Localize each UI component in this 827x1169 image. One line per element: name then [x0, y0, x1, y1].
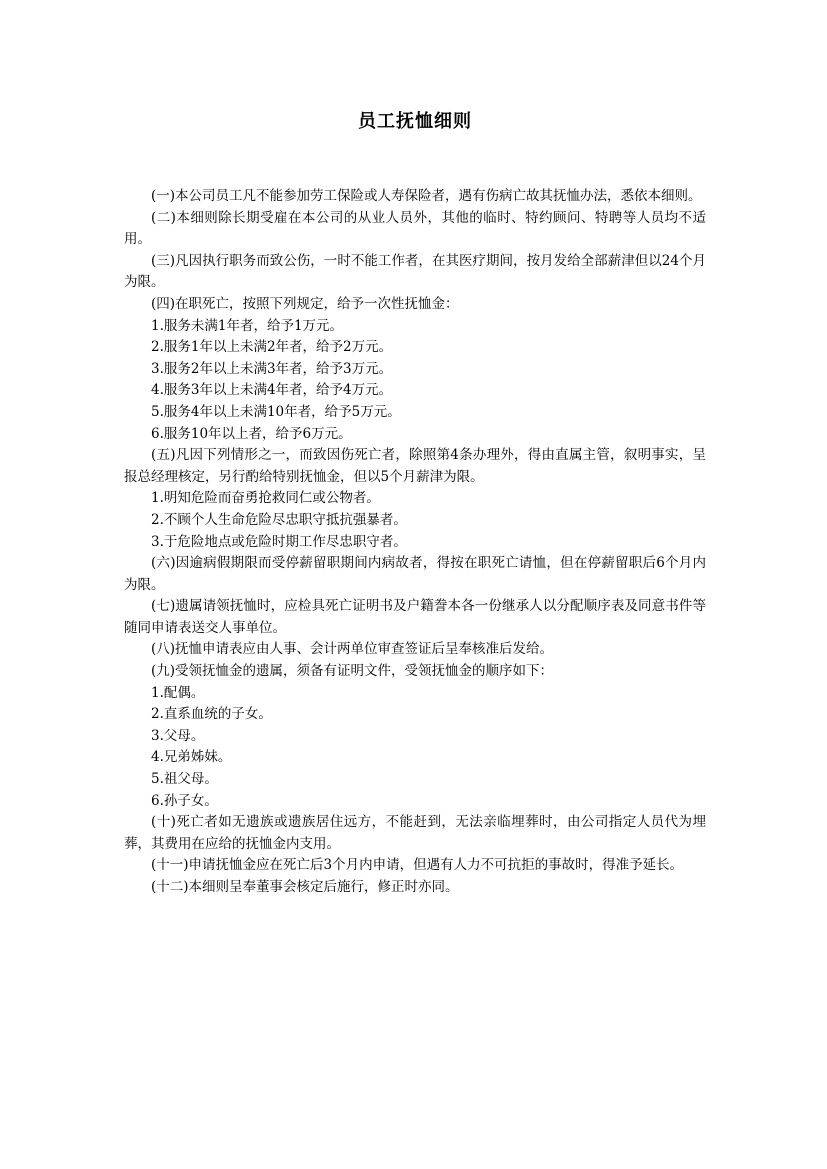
- paragraph-4: (四)在职死亡，按照下列规定，给予一次性抚恤金：: [151, 295, 459, 312]
- list-item: 3.父母。: [151, 727, 205, 744]
- paragraph-5: (五)凡因下列情形之一，而致因伤死亡者，除照第4条办理外，得由直属主管，叙明事实，呈报总经理核定，另行酌给特别抚恤金，但以5个月薪津为限。: [124, 447, 706, 485]
- paragraph-1: (一)本公司员工凡不能参加劳工保险或人寿保险者，遇有伤病亡故其抚恤办法，悉依本细则。: [151, 188, 702, 204]
- document-body: [124, 186, 706, 899]
- paragraph-2: (二)本细则除长期受雇在本公司的从业人员外，其他的临时、特约顾问、特聘等人员均不适用。: [124, 209, 706, 248]
- list-item: 4.服务3年以上未满4年者，给予4万元。: [151, 382, 393, 399]
- paragraph-3: (三)凡因执行职务而致公伤，一时不能工作者，在其医疗期间，按月发给全部薪津但以24个月为限。: [124, 252, 706, 291]
- document-title: 员工抚恤细则: [358, 111, 472, 132]
- paragraph-6: (六)因逾病假期限而受停薪留职期间内病故者，得按在职死亡请恤，但在停薪留职后6个月内为限。: [124, 555, 706, 593]
- paragraph-7: (七)遗属请领抚恤时，应检具死亡证明书及户籍誊本各一份继承人以分配顺序表及同意书件等随同申请表送交人事单位。: [124, 598, 706, 636]
- list-item: 5.祖父母。: [151, 771, 218, 788]
- paragraph-12: (十二)本细则呈奉董事会核定后施行，修正时亦同。: [151, 879, 459, 895]
- paragraph-10: (十)死亡者如无遗族或遗族居住远方，不能赶到，无法亲临埋葬时，由公司指定人员代为埋葬，其费用在应给的抚恤金内支用。: [124, 814, 706, 852]
- paragraph-9: (九)受领抚恤金的遗属，须备有证明文件，受领抚恤金的顺序如下：: [151, 663, 554, 680]
- list-item: 6.孙子女。: [151, 792, 218, 809]
- list-item: 2.不顾个人生命危险尽忠职守抵抗强暴者。: [151, 511, 407, 528]
- list-item: 6.服务10年以上者，给予6万元。: [151, 425, 352, 442]
- list-item: 3.服务2年以上未满3年者，给予3万元。: [151, 360, 393, 377]
- list-item: 4.兄弟姊妹。: [151, 749, 232, 766]
- list-item: 2.直系血统的子女。: [151, 706, 272, 723]
- list-item: 5.服务4年以上未满10年者，给予5万元。: [151, 403, 401, 420]
- paragraph-8: (八)抚恤申请表应由人事、会计两单位审查签证后呈奉核准后发给。: [151, 641, 554, 658]
- list-item: 1.配偶。: [151, 684, 205, 701]
- list-item: 1.明知危险而奋勇抢救同仁或公物者。: [151, 490, 380, 507]
- paragraph-11: (十一)申请抚恤金应在死亡后3个月内申请，但遇有人力不可抗拒的事故时，得准予延长。: [151, 857, 684, 874]
- list-item: 2.服务1年以上未满2年者，给予2万元。: [151, 339, 393, 356]
- list-item: 1.服务未满1年者，给予1万元。: [151, 317, 344, 334]
- list-item: 3.于危险地点或危险时期工作尽忠职守者。: [151, 533, 407, 550]
